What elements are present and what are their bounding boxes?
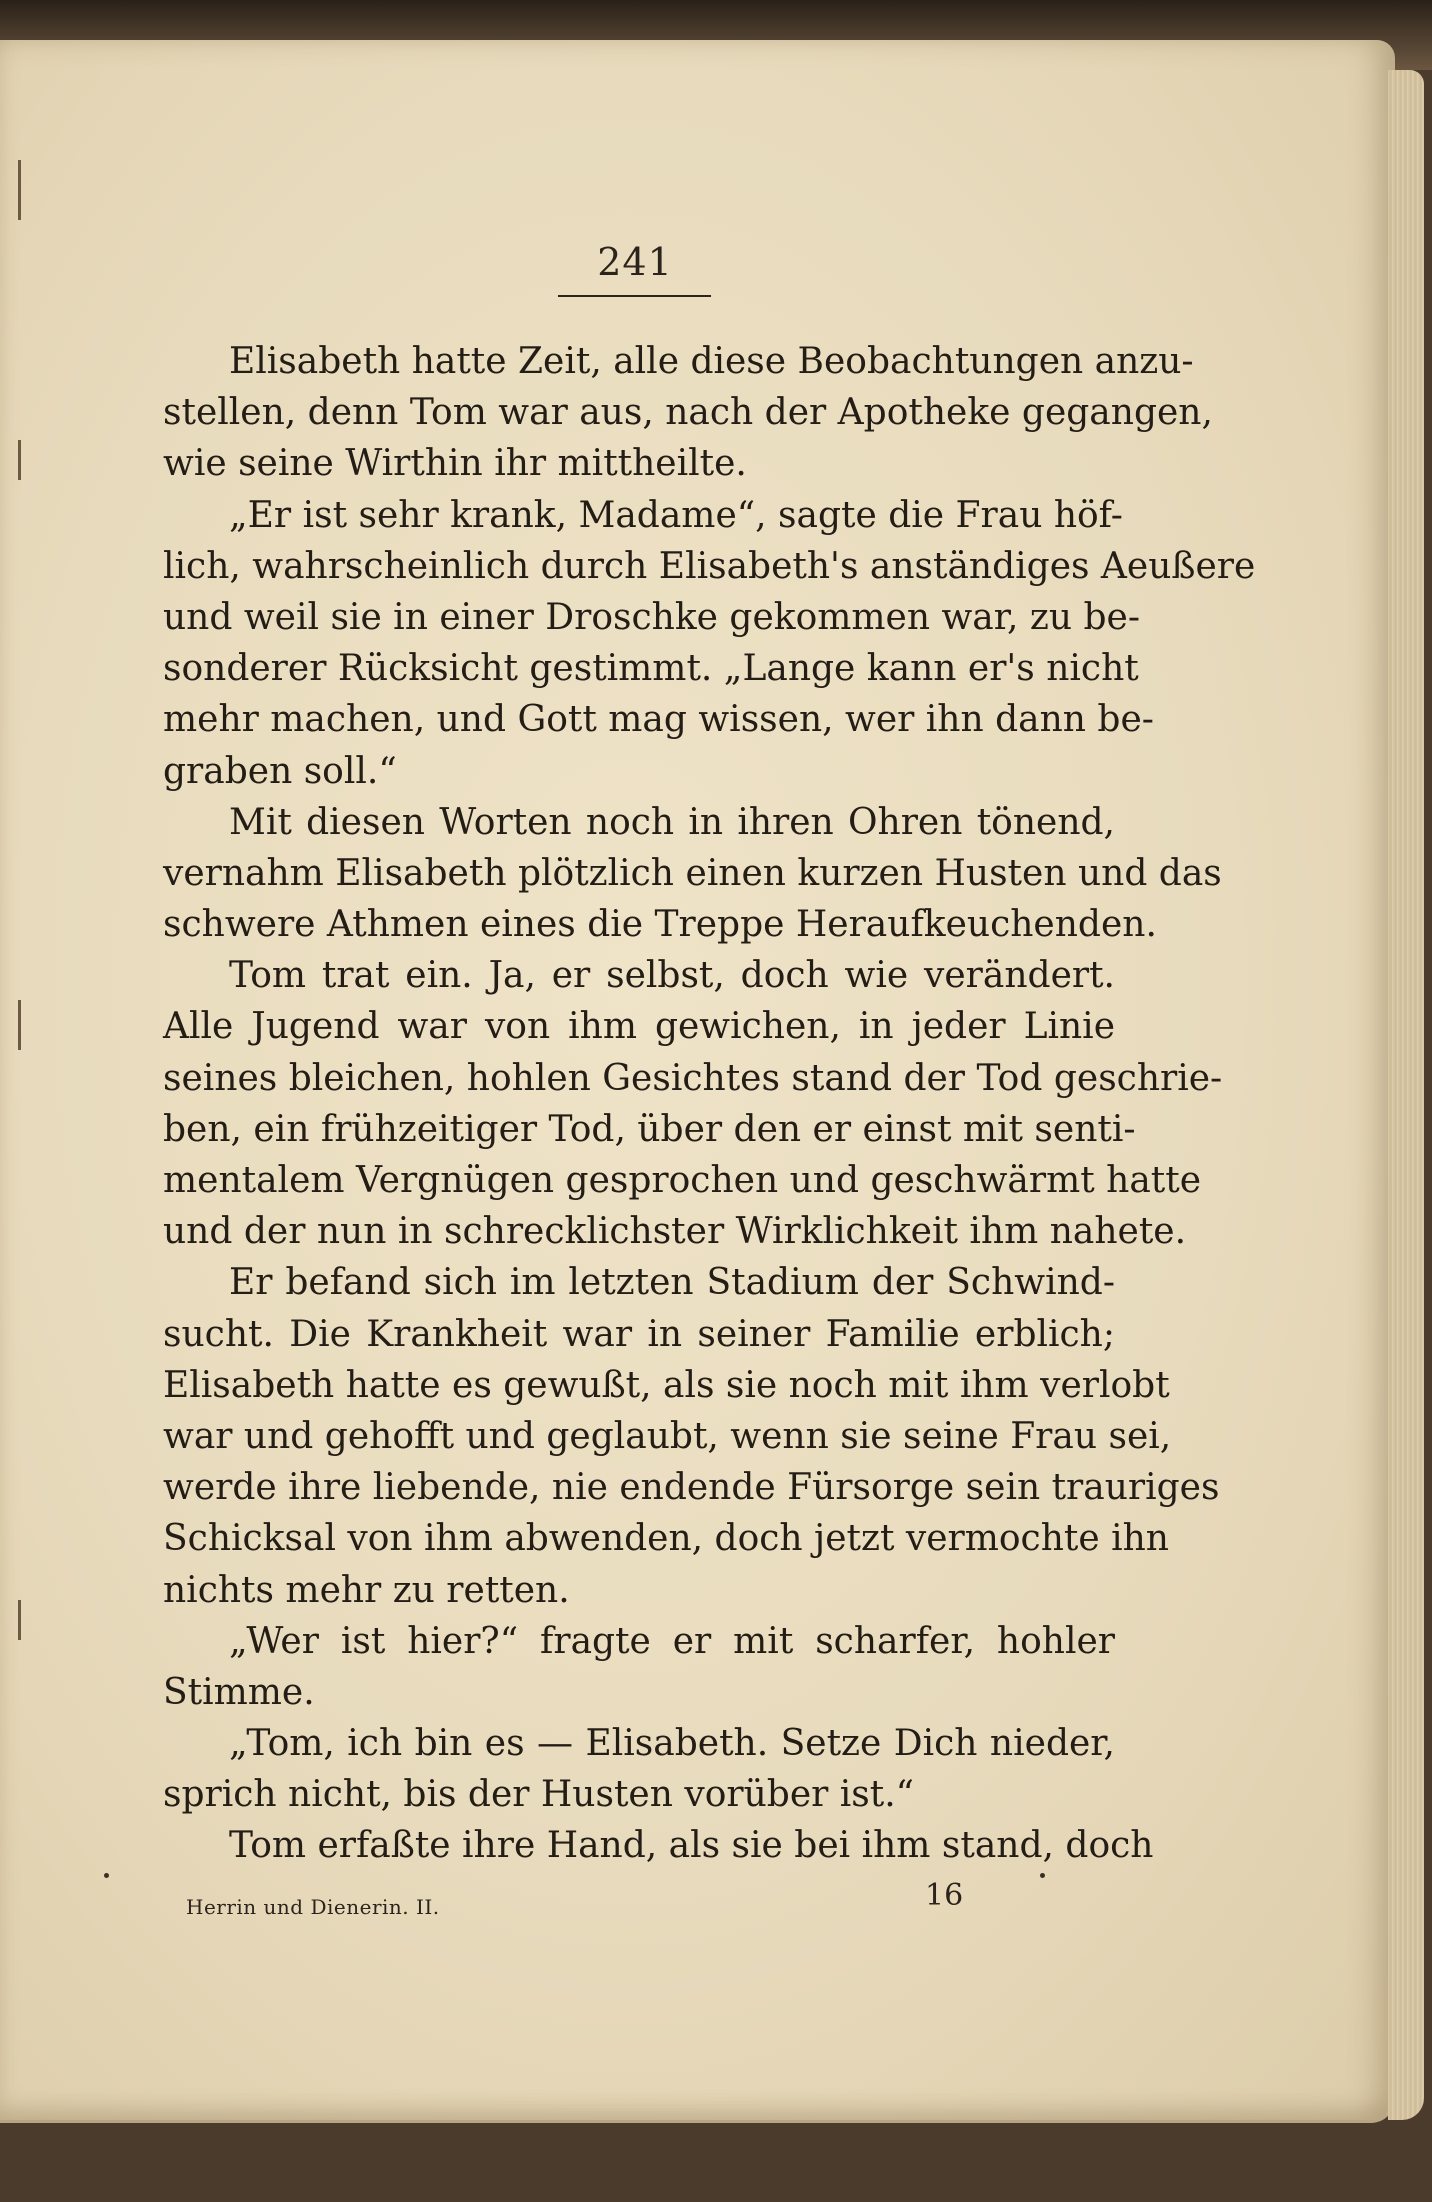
text-line: graben soll.“	[163, 750, 397, 792]
text-line: Tom trat ein. Ja, er selbst, doch wie verändert.	[229, 955, 1115, 997]
text-line: Elisabeth hatte es gewußt, als sie noch mit ihm verlobt	[163, 1364, 1170, 1406]
page-edges	[1388, 70, 1424, 2120]
ink-dot	[1040, 1873, 1045, 1878]
text-line: Tom erfaßte ihre Hand, als sie bei ihm stand, doch	[229, 1825, 1154, 1867]
footer-signature: Herrin und Dienerin. II.	[186, 1895, 440, 1919]
text-line: „Er ist sehr krank, Madame“, sagte die Frau höf-	[229, 494, 1123, 536]
paper-page	[0, 40, 1395, 2123]
text-line: lich, wahrscheinlich durch Elisabeth's anständiges Aeußere	[163, 545, 1256, 587]
text-line: Schicksal von ihm abwenden, doch jetzt vermochte ihn	[163, 1518, 1169, 1560]
binding-mark	[18, 440, 21, 480]
text-line: sonderer Rücksicht gestimmt. „Lange kann er's nicht	[163, 648, 1139, 690]
text-line: nichts mehr zu retten.	[163, 1569, 570, 1611]
page-number: 241	[597, 240, 673, 284]
text-line: mehr machen, und Gott mag wissen, wer ihn dann be-	[163, 699, 1154, 741]
text-line: seines bleichen, hohlen Gesichtes stand der Tod geschrie-	[163, 1057, 1223, 1099]
binding-mark	[18, 1600, 21, 1640]
text-line: Elisabeth hatte Zeit, alle diese Beobachtungen anzu-	[229, 341, 1194, 382]
binding-mark	[18, 1000, 21, 1050]
text-line: Mit diesen Worten noch in ihren Ohren tönend,	[229, 801, 1115, 843]
sheet-number: 16	[925, 1878, 964, 1913]
text-line: vernahm Elisabeth plötzlich einen kurzen Husten und das	[163, 852, 1222, 894]
text-line: ben, ein frühzeitiger Tod, über den er einst mit senti-	[163, 1108, 1136, 1150]
text-line: und der nun in schrecklichster Wirklichkeit ihm nahete.	[163, 1211, 1187, 1253]
binding-mark	[18, 160, 21, 220]
text-line: und weil sie in einer Droschke gekommen war, zu be-	[163, 596, 1140, 638]
text-line: Alle Jugend war von ihm gewichen, in jeder Linie	[163, 1006, 1115, 1048]
text-line: stellen, denn Tom war aus, nach der Apotheke gegangen,	[163, 392, 1213, 434]
text-line: „Tom, ich bin es — Elisabeth. Setze Dich nieder,	[229, 1723, 1115, 1765]
header-rule	[558, 295, 711, 297]
body-text	[163, 336, 1256, 1872]
ink-dot	[104, 1873, 109, 1878]
text-line: sprich nicht, bis der Husten vorüber ist.“	[163, 1774, 915, 1816]
text-line: mentalem Vergnügen gesprochen und geschwärmt hatte	[163, 1160, 1202, 1201]
text-line: wie seine Wirthin ihr mittheilte.	[163, 443, 747, 485]
text-line: Stimme.	[163, 1671, 315, 1713]
text-line: werde ihre liebende, nie endende Fürsorge sein trauriges	[163, 1467, 1220, 1509]
text-line: schwere Athmen eines die Treppe Heraufkeuchenden.	[163, 904, 1157, 946]
text-line: sucht. Die Krankheit war in seiner Familie erblich;	[163, 1313, 1115, 1355]
text-line: Er befand sich im letzten Stadium der Schwind-	[229, 1262, 1115, 1304]
text-line: „Wer ist hier?“ fragte er mit scharfer, hohler	[229, 1620, 1115, 1662]
text-line: war und gehofft und geglaubt, wenn sie seine Frau sei,	[163, 1415, 1172, 1457]
